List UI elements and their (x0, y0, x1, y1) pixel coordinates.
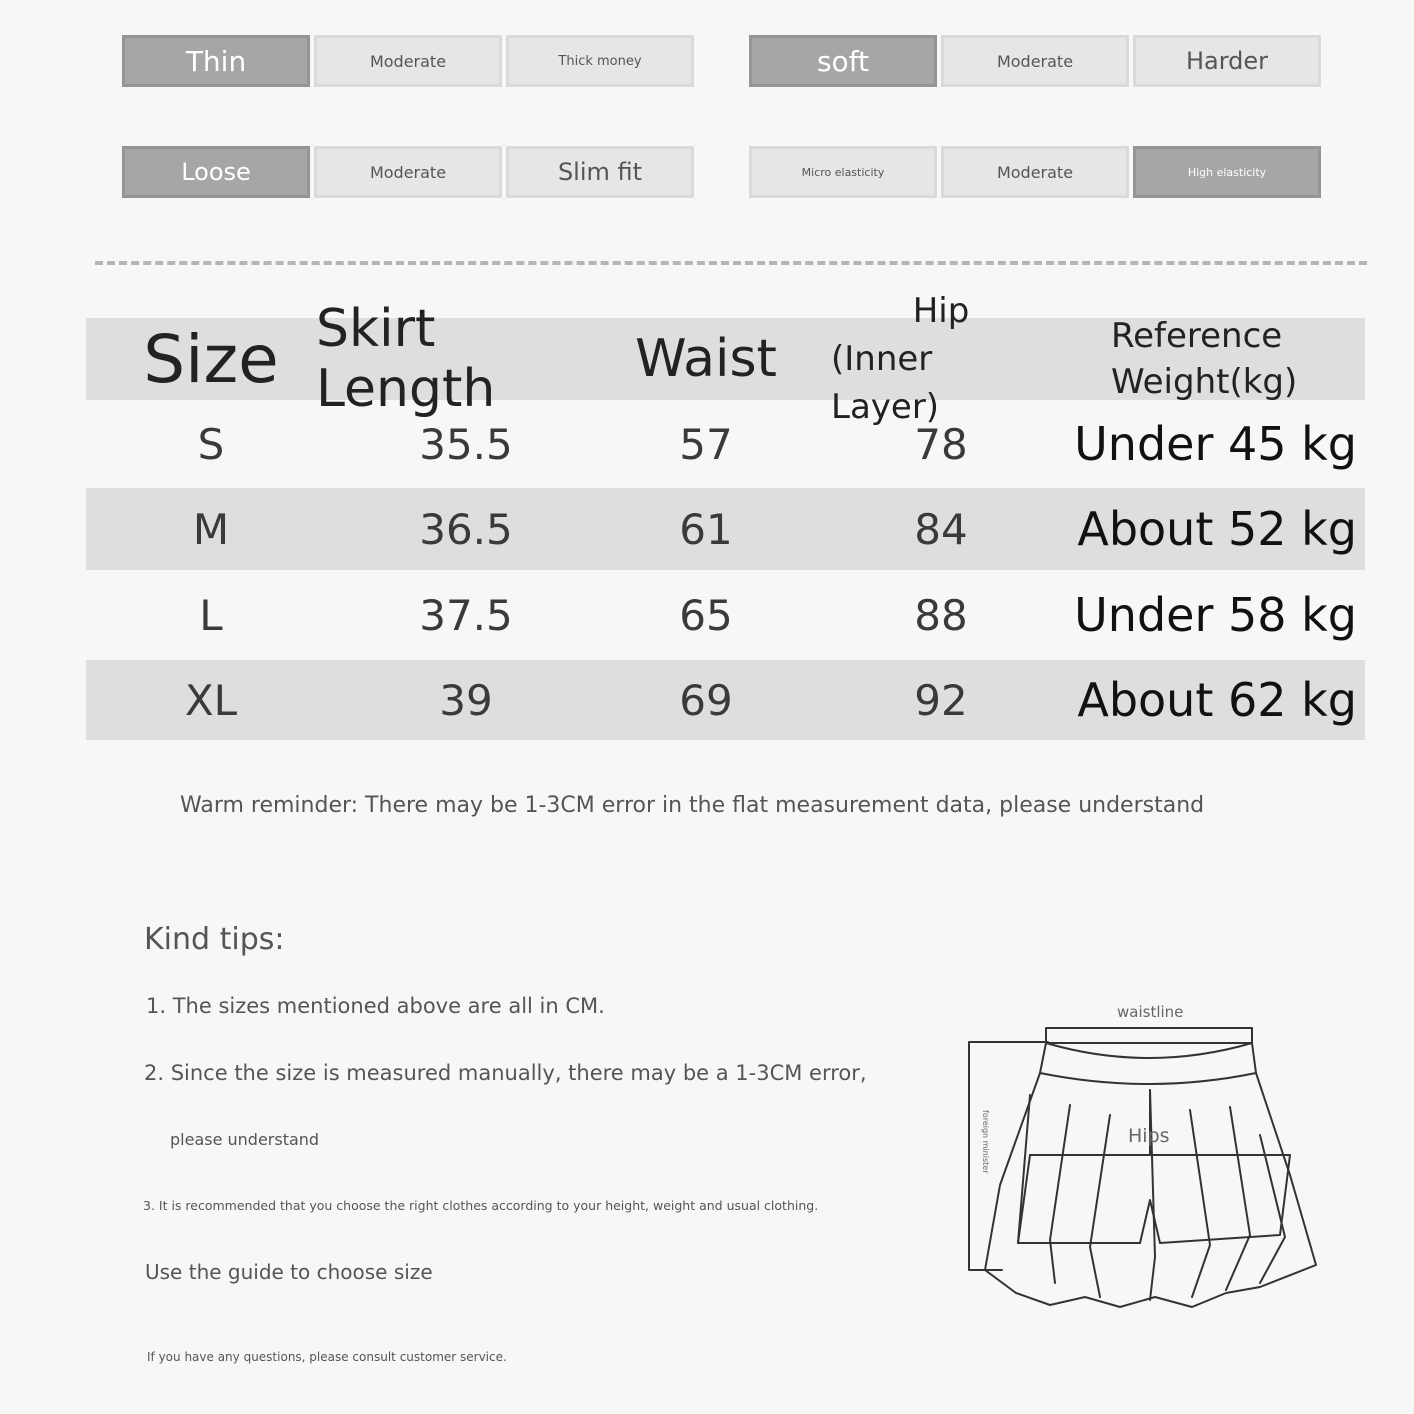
cell-hip: 84 (914, 504, 968, 554)
dashed-divider (95, 261, 1367, 265)
header-size: Size (143, 320, 279, 398)
cell-hip: 78 (914, 419, 968, 469)
customer-service-note: If you have any questions, please consult customer service. (147, 1350, 507, 1364)
header-hip-line1: Hip (912, 291, 970, 331)
table-row (86, 570, 1365, 660)
cell-hip: 92 (914, 675, 968, 725)
size-table (86, 291, 1365, 740)
elasticity-scale (749, 146, 1321, 198)
fit-option-slim: Slim fit (506, 146, 694, 198)
table-row (86, 660, 1365, 740)
header-hip (831, 291, 1051, 427)
elasticity-option-moderate: Moderate (941, 146, 1129, 198)
softness-option-harder: Harder (1133, 35, 1321, 87)
thickness-option-moderate: Moderate (314, 35, 502, 87)
cell-hip: 88 (914, 590, 968, 640)
thickness-option-thin: Thin (122, 35, 310, 87)
cell-weight: About 52 kg (1077, 502, 1357, 556)
header-weight (1071, 318, 1365, 400)
softness-scale (749, 35, 1321, 87)
measurement-reminder: Warm reminder: There may be 1-3CM error in the flat measurement data, please understand (180, 793, 1205, 818)
cell-waist: 61 (679, 504, 733, 554)
header-skirt-length: Skirt Length (316, 299, 496, 419)
header-hip-line2: (Inner Layer) (831, 339, 940, 427)
size-guide-note: Use the guide to choose size (145, 1260, 433, 1284)
skirt-outline (960, 995, 1330, 1325)
elasticity-option-micro: Micro elasticity (749, 146, 937, 198)
cell-weight: Under 45 kg (1074, 417, 1357, 471)
cell-size: XL (184, 675, 238, 725)
header-weight-line2: Weight(kg) (1111, 362, 1298, 402)
cell-waist: 57 (679, 419, 733, 469)
table-row (86, 488, 1365, 570)
cell-weight: About 62 kg (1077, 673, 1357, 727)
table-header (86, 291, 1365, 427)
cell-skirt-length: 35.5 (419, 419, 513, 469)
cell-skirt-length: 37.5 (419, 590, 513, 640)
cell-weight: Under 58 kg (1074, 588, 1357, 642)
cell-skirt-length: 36.5 (419, 504, 513, 554)
softness-option-moderate: Moderate (941, 35, 1129, 87)
tip-2-continued: please understand (170, 1130, 320, 1149)
skirt-length-label: foreign minister (981, 1110, 990, 1174)
fit-scale (122, 146, 694, 198)
header-waist: Waist (635, 329, 777, 389)
thickness-scale (122, 35, 694, 87)
header-weight-line1: Reference (1111, 316, 1283, 356)
thickness-option-thick: Thick money (506, 35, 694, 87)
cell-size: M (192, 504, 230, 554)
cell-size: S (197, 419, 225, 469)
table-row (86, 400, 1365, 488)
tip-3: 3. It is recommended that you choose the right clothes according to your height, weight and usual clothing. (143, 1198, 819, 1213)
tip-1: 1. The sizes mentioned above are all in CM. (146, 994, 605, 1018)
elasticity-option-high: High elasticity (1133, 146, 1321, 198)
tip-2: 2. Since the size is measured manually, there may be a 1-3CM error, (144, 1061, 867, 1085)
cell-size: L (199, 590, 223, 640)
softness-option-soft: soft (749, 35, 937, 87)
fit-option-loose: Loose (122, 146, 310, 198)
waistline-label: waistline (1117, 1003, 1184, 1021)
skirt-measurement-diagram (960, 995, 1330, 1325)
hips-label: Hips (1128, 1125, 1170, 1147)
tips-title: Kind tips: (144, 922, 285, 957)
cell-waist: 65 (679, 590, 733, 640)
cell-skirt-length: 39 (439, 675, 493, 725)
fit-option-moderate: Moderate (314, 146, 502, 198)
cell-waist: 69 (679, 675, 733, 725)
